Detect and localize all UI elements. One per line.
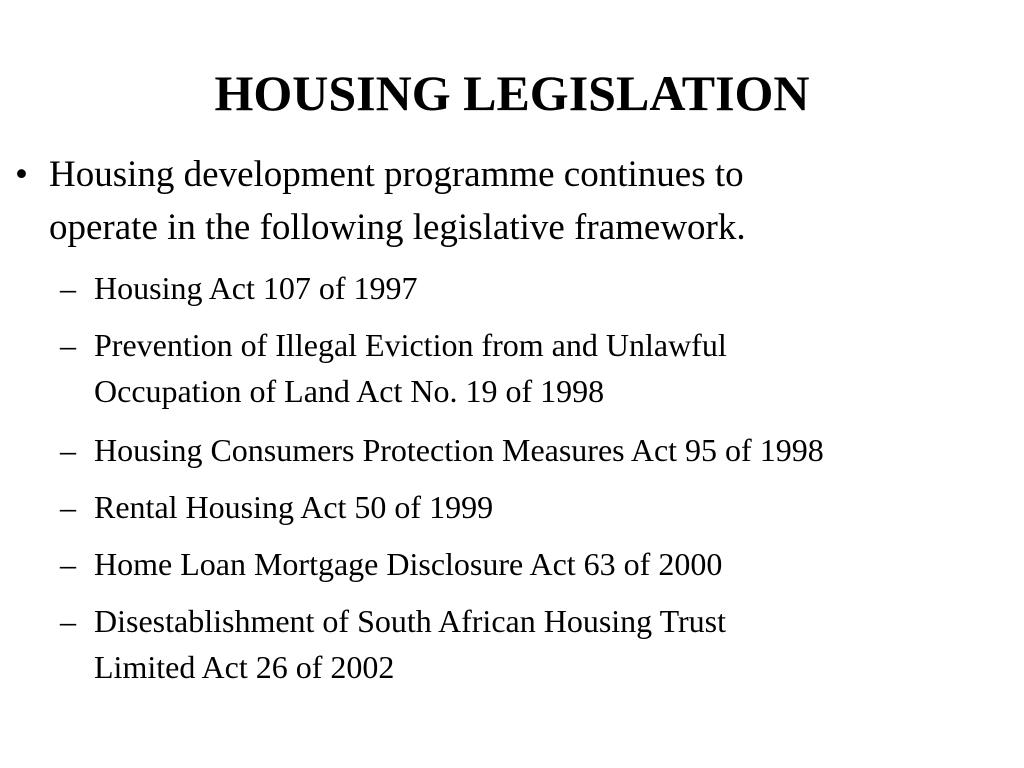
sub-item-line: Housing Act 107 of 1997 xyxy=(94,270,418,306)
sub-item-text xyxy=(94,484,1014,530)
sub-item-marker: – xyxy=(60,603,76,639)
sub-item-text xyxy=(94,322,1014,414)
sub-item-line: Prevention of Illegal Eviction from and Unlawful xyxy=(94,327,727,363)
sub-item-marker: – xyxy=(60,432,76,468)
main-bullet-line-1: Housing development programme continues to xyxy=(49,154,744,195)
bullet-marker: • xyxy=(15,154,28,195)
sub-item-line: Limited Act 26 of 2002 xyxy=(94,649,395,685)
sub-item-text xyxy=(94,265,1014,311)
sub-item-line: Rental Housing Act 50 of 1999 xyxy=(94,489,494,525)
sub-item-marker: – xyxy=(60,270,76,306)
sub-item-text xyxy=(94,598,1014,690)
sub-item-marker: – xyxy=(60,546,76,582)
sub-item-line: Home Loan Mortgage Disclosure Act 63 of 2000 xyxy=(94,546,723,582)
main-bullet-text xyxy=(49,148,949,254)
sub-item-marker: – xyxy=(60,327,76,363)
sub-item-line: Housing Consumers Protection Measures Act 95 of 1998 xyxy=(94,432,824,468)
sub-item-marker: – xyxy=(60,489,76,525)
sub-item-text xyxy=(94,541,1014,587)
sub-item-line: Occupation of Land Act No. 19 of 1998 xyxy=(94,373,605,409)
sub-item-line: Disestablishment of South African Housing Trust xyxy=(94,603,727,639)
slide-title: HOUSING LEGISLATION xyxy=(214,65,810,121)
main-bullet-line-2: operate in the following legislative framework. xyxy=(49,207,746,248)
sub-item-text xyxy=(94,427,1014,473)
